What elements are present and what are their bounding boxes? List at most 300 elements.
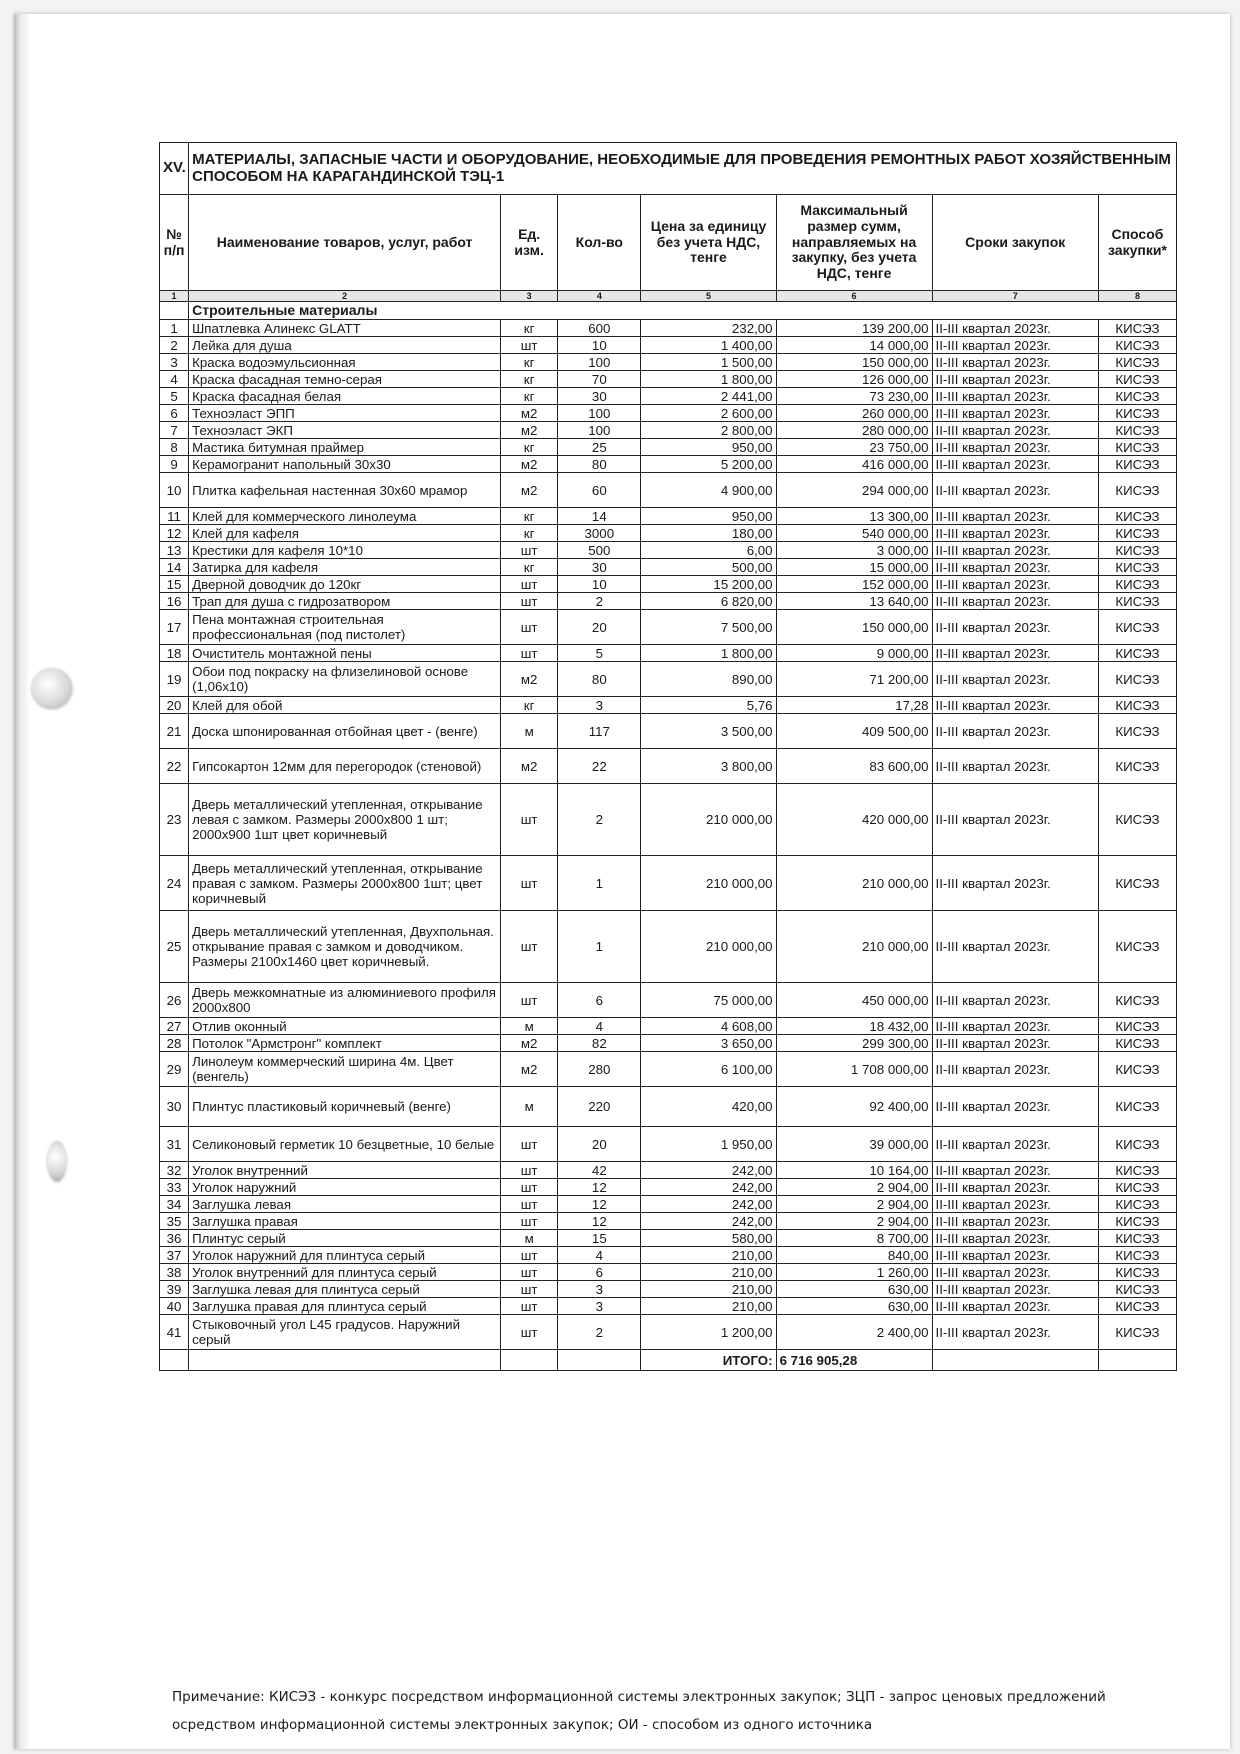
unit: шт bbox=[501, 911, 558, 983]
quantity: 10 bbox=[558, 337, 641, 354]
row-number: 31 bbox=[160, 1127, 189, 1162]
section-title: МАТЕРИАЛЫ, ЗАПАСНЫЕ ЧАСТИ И ОБОРУДОВАНИЕ, НЕОБХОДИМЫЕ ДЛЯ ПРОВЕДЕНИЯ РЕМОНТНЫХ РАБОТ ХОЗЯЙСТВЕННЫМ СПОСОБОМ НА КАРАГАНДИНСКОЙ ТЭЦ-1 bbox=[189, 143, 1177, 195]
max-sum: 92 400,00 bbox=[776, 1087, 932, 1127]
table-row bbox=[160, 697, 1177, 714]
item-name: Плинтус пластиковый коричневый (венге) bbox=[189, 1087, 501, 1127]
procurement-term: II-III квартал 2023г. bbox=[932, 784, 1098, 856]
procurement-method: КИСЭЗ bbox=[1098, 576, 1176, 593]
item-name: Гипсокартон 12мм для перегородок (стеновой) bbox=[189, 749, 501, 784]
footnote bbox=[172, 1683, 1212, 1739]
quantity: 3000 bbox=[558, 525, 641, 542]
table-row bbox=[160, 1018, 1177, 1035]
table-row bbox=[160, 405, 1177, 422]
header-unit: Ед. изм. bbox=[501, 195, 558, 291]
total-spacer bbox=[501, 1350, 558, 1371]
quantity: 20 bbox=[558, 610, 641, 645]
table-row bbox=[160, 1298, 1177, 1315]
item-name: Уголок внутренний для плинтуса серый bbox=[189, 1264, 501, 1281]
column-number: 5 bbox=[641, 291, 776, 302]
item-name: Крестики для кафеля 10*10 bbox=[189, 542, 501, 559]
procurement-term: II-III квартал 2023г. bbox=[932, 856, 1098, 911]
row-number: 26 bbox=[160, 983, 189, 1018]
unit-price: 242,00 bbox=[641, 1162, 776, 1179]
category-label: Строительные материалы bbox=[189, 302, 1177, 320]
row-number: 32 bbox=[160, 1162, 189, 1179]
procurement-method: КИСЭЗ bbox=[1098, 1264, 1176, 1281]
unit: м2 bbox=[501, 422, 558, 439]
unit-price: 242,00 bbox=[641, 1213, 776, 1230]
unit-price: 500,00 bbox=[641, 559, 776, 576]
procurement-term: II-III квартал 2023г. bbox=[932, 1247, 1098, 1264]
item-name: Заглушка правая bbox=[189, 1213, 501, 1230]
procurement-method: КИСЭЗ bbox=[1098, 371, 1176, 388]
procurement-method: КИСЭЗ bbox=[1098, 473, 1176, 508]
unit: шт bbox=[501, 1264, 558, 1281]
table-row bbox=[160, 508, 1177, 525]
item-name: Трап для душа с гидрозатвором bbox=[189, 593, 501, 610]
column-number: 8 bbox=[1098, 291, 1176, 302]
max-sum: 13 640,00 bbox=[776, 593, 932, 610]
row-number: 14 bbox=[160, 559, 189, 576]
procurement-method: КИСЭЗ bbox=[1098, 422, 1176, 439]
procurement-term: II-III квартал 2023г. bbox=[932, 593, 1098, 610]
item-name: Плитка кафельная настенная 30х60 мрамор bbox=[189, 473, 501, 508]
item-name: Заглушка левая bbox=[189, 1196, 501, 1213]
header-number: № п/п bbox=[160, 195, 189, 291]
quantity: 12 bbox=[558, 1179, 641, 1196]
unit-price: 210,00 bbox=[641, 1298, 776, 1315]
max-sum: 73 230,00 bbox=[776, 388, 932, 405]
table-row bbox=[160, 542, 1177, 559]
procurement-method: КИСЭЗ bbox=[1098, 1035, 1176, 1052]
max-sum: 10 164,00 bbox=[776, 1162, 932, 1179]
item-name: Заглушка левая для плинтуса серый bbox=[189, 1281, 501, 1298]
max-sum: 630,00 bbox=[776, 1298, 932, 1315]
quantity: 60 bbox=[558, 473, 641, 508]
procurement-method: КИСЭЗ bbox=[1098, 1298, 1176, 1315]
unit-price: 210,00 bbox=[641, 1264, 776, 1281]
unit-price: 232,00 bbox=[641, 320, 776, 337]
document-page bbox=[14, 14, 1230, 1749]
procurement-method: КИСЭЗ bbox=[1098, 1052, 1176, 1087]
unit: шт bbox=[501, 542, 558, 559]
row-number: 24 bbox=[160, 856, 189, 911]
table-row bbox=[160, 1127, 1177, 1162]
item-name: Селиконовый герметик 10 безцветные, 10 белые bbox=[189, 1127, 501, 1162]
unit-price: 1 400,00 bbox=[641, 337, 776, 354]
column-number: 6 bbox=[776, 291, 932, 302]
procurement-method: КИСЭЗ bbox=[1098, 337, 1176, 354]
procurement-method: КИСЭЗ bbox=[1098, 593, 1176, 610]
quantity: 5 bbox=[558, 645, 641, 662]
unit: м2 bbox=[501, 456, 558, 473]
header-unit-price: Цена за единицу без учета НДС, тенге bbox=[641, 195, 776, 291]
unit: кг bbox=[501, 388, 558, 405]
table-row bbox=[160, 1035, 1177, 1052]
item-name: Уголок наружний bbox=[189, 1179, 501, 1196]
unit-price: 3 650,00 bbox=[641, 1035, 776, 1052]
row-number: 8 bbox=[160, 439, 189, 456]
unit-price: 210,00 bbox=[641, 1247, 776, 1264]
max-sum: 2 904,00 bbox=[776, 1179, 932, 1196]
table-row bbox=[160, 439, 1177, 456]
unit: м2 bbox=[501, 749, 558, 784]
row-number: 27 bbox=[160, 1018, 189, 1035]
unit: кг bbox=[501, 508, 558, 525]
table-row bbox=[160, 714, 1177, 749]
item-name: Линолеум коммерческий ширина 4м. Цвет (венгель) bbox=[189, 1052, 501, 1087]
column-number-row bbox=[160, 291, 1177, 302]
table-row bbox=[160, 388, 1177, 405]
row-number: 37 bbox=[160, 1247, 189, 1264]
binder-hole bbox=[32, 668, 72, 708]
table-row bbox=[160, 856, 1177, 911]
unit-price: 210 000,00 bbox=[641, 911, 776, 983]
table-row bbox=[160, 983, 1177, 1018]
table-row bbox=[160, 320, 1177, 337]
procurement-method: КИСЭЗ bbox=[1098, 525, 1176, 542]
unit-price: 2 441,00 bbox=[641, 388, 776, 405]
row-number: 28 bbox=[160, 1035, 189, 1052]
item-name: Плинтус серый bbox=[189, 1230, 501, 1247]
max-sum: 2 904,00 bbox=[776, 1213, 932, 1230]
max-sum: 420 000,00 bbox=[776, 784, 932, 856]
procurement-term: II-III квартал 2023г. bbox=[932, 749, 1098, 784]
max-sum: 280 000,00 bbox=[776, 422, 932, 439]
row-number: 9 bbox=[160, 456, 189, 473]
total-spacer bbox=[932, 1350, 1098, 1371]
unit-price: 1 950,00 bbox=[641, 1127, 776, 1162]
item-name: Дверь металлический утепленная, открывание левая с замком. Размеры 2000х800 1 шт; 2000х900 1шт цвет коричневый bbox=[189, 784, 501, 856]
table-row bbox=[160, 422, 1177, 439]
procurement-table bbox=[159, 142, 1177, 1371]
item-name: Керамогранит напольный 30х30 bbox=[189, 456, 501, 473]
procurement-term: II-III квартал 2023г. bbox=[932, 1179, 1098, 1196]
quantity: 80 bbox=[558, 456, 641, 473]
procurement-term: II-III квартал 2023г. bbox=[932, 1230, 1098, 1247]
unit: кг bbox=[501, 320, 558, 337]
item-name: Дверной доводчик до 120кг bbox=[189, 576, 501, 593]
row-number: 15 bbox=[160, 576, 189, 593]
max-sum: 152 000,00 bbox=[776, 576, 932, 593]
max-sum: 39 000,00 bbox=[776, 1127, 932, 1162]
procurement-term: II-III квартал 2023г. bbox=[932, 388, 1098, 405]
max-sum: 540 000,00 bbox=[776, 525, 932, 542]
quantity: 80 bbox=[558, 662, 641, 697]
row-number: 34 bbox=[160, 1196, 189, 1213]
header-terms: Сроки закупок bbox=[932, 195, 1098, 291]
quantity: 25 bbox=[558, 439, 641, 456]
table-row bbox=[160, 473, 1177, 508]
procurement-method: КИСЭЗ bbox=[1098, 1213, 1176, 1230]
procurement-method: КИСЭЗ bbox=[1098, 405, 1176, 422]
total-value: 6 716 905,28 bbox=[776, 1350, 932, 1371]
table-row bbox=[160, 1179, 1177, 1196]
procurement-term: II-III квартал 2023г. bbox=[932, 1264, 1098, 1281]
procurement-term: II-III квартал 2023г. bbox=[932, 1196, 1098, 1213]
row-number: 13 bbox=[160, 542, 189, 559]
column-number: 4 bbox=[558, 291, 641, 302]
unit: шт bbox=[501, 1298, 558, 1315]
item-name: Краска фасадная белая bbox=[189, 388, 501, 405]
unit: м2 bbox=[501, 1052, 558, 1087]
row-number: 6 bbox=[160, 405, 189, 422]
procurement-method: КИСЭЗ bbox=[1098, 388, 1176, 405]
procurement-term: II-III квартал 2023г. bbox=[932, 473, 1098, 508]
unit-price: 180,00 bbox=[641, 525, 776, 542]
row-number: 38 bbox=[160, 1264, 189, 1281]
max-sum: 139 200,00 bbox=[776, 320, 932, 337]
row-number: 2 bbox=[160, 337, 189, 354]
quantity: 10 bbox=[558, 576, 641, 593]
quantity: 42 bbox=[558, 1162, 641, 1179]
item-name: Клей для кафеля bbox=[189, 525, 501, 542]
quantity: 500 bbox=[558, 542, 641, 559]
unit: шт bbox=[501, 784, 558, 856]
unit-price: 75 000,00 bbox=[641, 983, 776, 1018]
table-row bbox=[160, 1264, 1177, 1281]
table-body bbox=[160, 143, 1177, 1371]
unit: шт bbox=[501, 1281, 558, 1298]
quantity: 1 bbox=[558, 911, 641, 983]
table-row bbox=[160, 911, 1177, 983]
item-name: Лейка для душа bbox=[189, 337, 501, 354]
unit: м bbox=[501, 1087, 558, 1127]
row-number: 33 bbox=[160, 1179, 189, 1196]
procurement-term: II-III квартал 2023г. bbox=[932, 1315, 1098, 1350]
unit-price: 1 500,00 bbox=[641, 354, 776, 371]
item-name: Доска шпонированная отбойная цвет - (венге) bbox=[189, 714, 501, 749]
quantity: 600 bbox=[558, 320, 641, 337]
unit: шт bbox=[501, 856, 558, 911]
procurement-term: II-III квартал 2023г. bbox=[932, 559, 1098, 576]
total-spacer bbox=[160, 1350, 189, 1371]
procurement-method: КИСЭЗ bbox=[1098, 1315, 1176, 1350]
unit: шт bbox=[501, 983, 558, 1018]
procurement-term: II-III квартал 2023г. bbox=[932, 1052, 1098, 1087]
quantity: 280 bbox=[558, 1052, 641, 1087]
max-sum: 416 000,00 bbox=[776, 456, 932, 473]
max-sum: 1 260,00 bbox=[776, 1264, 932, 1281]
row-number: 12 bbox=[160, 525, 189, 542]
column-header-row bbox=[160, 195, 1177, 291]
procurement-term: II-III квартал 2023г. bbox=[932, 1087, 1098, 1127]
procurement-method: КИСЭЗ bbox=[1098, 1230, 1176, 1247]
max-sum: 3 000,00 bbox=[776, 542, 932, 559]
column-number: 7 bbox=[932, 291, 1098, 302]
item-name: Стыковочный угол L45 градусов. Наружний серый bbox=[189, 1315, 501, 1350]
unit: м bbox=[501, 1230, 558, 1247]
procurement-method: КИСЭЗ bbox=[1098, 1247, 1176, 1264]
procurement-method: КИСЭЗ bbox=[1098, 439, 1176, 456]
max-sum: 15 000,00 bbox=[776, 559, 932, 576]
unit-price: 420,00 bbox=[641, 1087, 776, 1127]
quantity: 4 bbox=[558, 1247, 641, 1264]
unit: м bbox=[501, 1018, 558, 1035]
item-name: Отлив оконный bbox=[189, 1018, 501, 1035]
unit-price: 3 800,00 bbox=[641, 749, 776, 784]
quantity: 20 bbox=[558, 1127, 641, 1162]
quantity: 3 bbox=[558, 1298, 641, 1315]
unit-price: 1 800,00 bbox=[641, 371, 776, 388]
procurement-term: II-III квартал 2023г. bbox=[932, 439, 1098, 456]
table-row bbox=[160, 1230, 1177, 1247]
unit: кг bbox=[501, 525, 558, 542]
quantity: 30 bbox=[558, 388, 641, 405]
table-row bbox=[160, 1052, 1177, 1087]
procurement-method: КИСЭЗ bbox=[1098, 456, 1176, 473]
row-number: 11 bbox=[160, 508, 189, 525]
table-row bbox=[160, 1196, 1177, 1213]
quantity: 1 bbox=[558, 856, 641, 911]
quantity: 12 bbox=[558, 1213, 641, 1230]
max-sum: 150 000,00 bbox=[776, 610, 932, 645]
unit: м bbox=[501, 714, 558, 749]
quantity: 70 bbox=[558, 371, 641, 388]
total-spacer bbox=[189, 1350, 501, 1371]
unit: шт bbox=[501, 576, 558, 593]
max-sum: 13 300,00 bbox=[776, 508, 932, 525]
procurement-term: II-III квартал 2023г. bbox=[932, 662, 1098, 697]
table-row bbox=[160, 1315, 1177, 1350]
quantity: 2 bbox=[558, 593, 641, 610]
procurement-method: КИСЭЗ bbox=[1098, 662, 1176, 697]
header-quantity: Кол-во bbox=[558, 195, 641, 291]
table-row bbox=[160, 593, 1177, 610]
table-row bbox=[160, 559, 1177, 576]
unit-price: 210 000,00 bbox=[641, 856, 776, 911]
unit: шт bbox=[501, 337, 558, 354]
quantity: 4 bbox=[558, 1018, 641, 1035]
table-row bbox=[160, 576, 1177, 593]
unit-price: 1 800,00 bbox=[641, 645, 776, 662]
procurement-method: КИСЭЗ bbox=[1098, 1127, 1176, 1162]
quantity: 30 bbox=[558, 559, 641, 576]
quantity: 22 bbox=[558, 749, 641, 784]
max-sum: 126 000,00 bbox=[776, 371, 932, 388]
quantity: 3 bbox=[558, 697, 641, 714]
max-sum: 294 000,00 bbox=[776, 473, 932, 508]
category-row bbox=[160, 302, 1177, 320]
item-name: Затирка для кафеля bbox=[189, 559, 501, 576]
row-number: 29 bbox=[160, 1052, 189, 1087]
procurement-term: II-III квартал 2023г. bbox=[932, 714, 1098, 749]
total-row bbox=[160, 1350, 1177, 1371]
procurement-term: II-III квартал 2023г. bbox=[932, 697, 1098, 714]
unit-price: 2 600,00 bbox=[641, 405, 776, 422]
table-row bbox=[160, 1087, 1177, 1127]
procurement-method: КИСЭЗ bbox=[1098, 1018, 1176, 1035]
item-name: Заглушка правая для плинтуса серый bbox=[189, 1298, 501, 1315]
unit: кг bbox=[501, 559, 558, 576]
unit: шт bbox=[501, 1127, 558, 1162]
quantity: 100 bbox=[558, 354, 641, 371]
unit: шт bbox=[501, 645, 558, 662]
procurement-term: II-III квартал 2023г. bbox=[932, 1281, 1098, 1298]
total-spacer bbox=[1098, 1350, 1176, 1371]
quantity: 6 bbox=[558, 983, 641, 1018]
procurement-method: КИСЭЗ bbox=[1098, 856, 1176, 911]
procurement-term: II-III квартал 2023г. bbox=[932, 337, 1098, 354]
unit: шт bbox=[501, 610, 558, 645]
row-number: 19 bbox=[160, 662, 189, 697]
quantity: 82 bbox=[558, 1035, 641, 1052]
procurement-method: КИСЭЗ bbox=[1098, 1087, 1176, 1127]
row-number: 39 bbox=[160, 1281, 189, 1298]
section-header-row bbox=[160, 143, 1177, 195]
max-sum: 14 000,00 bbox=[776, 337, 932, 354]
unit: кг bbox=[501, 354, 558, 371]
max-sum: 9 000,00 bbox=[776, 645, 932, 662]
procurement-method: КИСЭЗ bbox=[1098, 508, 1176, 525]
item-name: Дверь межкомнатные из алюминиевого профиля 2000х800 bbox=[189, 983, 501, 1018]
row-number: 3 bbox=[160, 354, 189, 371]
unit-price: 890,00 bbox=[641, 662, 776, 697]
max-sum: 630,00 bbox=[776, 1281, 932, 1298]
max-sum: 23 750,00 bbox=[776, 439, 932, 456]
procurement-method: КИСЭЗ bbox=[1098, 1179, 1176, 1196]
row-number: 36 bbox=[160, 1230, 189, 1247]
row-number: 35 bbox=[160, 1213, 189, 1230]
procurement-term: II-III квартал 2023г. bbox=[932, 645, 1098, 662]
procurement-method: КИСЭЗ bbox=[1098, 983, 1176, 1018]
max-sum: 450 000,00 bbox=[776, 983, 932, 1018]
column-number: 2 bbox=[189, 291, 501, 302]
table-row bbox=[160, 1247, 1177, 1264]
item-name: Дверь металлический утепленная, открывание правая с замком. Размеры 2000х800 1шт; цвет коричневый bbox=[189, 856, 501, 911]
item-name: Клей для обой bbox=[189, 697, 501, 714]
footnote-line: Примечание: КИСЭЗ - конкурс посредством информационной системы электронных закупок; ЗЦП - запрос ценовых предложений bbox=[172, 1689, 1106, 1705]
header-max-sum: Максимальный размер сумм, направляемых на закупку, без учета НДС, тенге bbox=[776, 195, 932, 291]
procurement-term: II-III квартал 2023г. bbox=[932, 1018, 1098, 1035]
unit-price: 242,00 bbox=[641, 1196, 776, 1213]
procurement-term: II-III квартал 2023г. bbox=[932, 1162, 1098, 1179]
max-sum: 210 000,00 bbox=[776, 856, 932, 911]
procurement-method: КИСЭЗ bbox=[1098, 354, 1176, 371]
item-name: Дверь металлический утепленная, Двухпольная. открывание правая с замком и доводчиком. Размеры 2100х1460 цвет коричневый. bbox=[189, 911, 501, 983]
total-label: ИТОГО: bbox=[641, 1350, 776, 1371]
max-sum: 18 432,00 bbox=[776, 1018, 932, 1035]
max-sum: 17,28 bbox=[776, 697, 932, 714]
table-row bbox=[160, 784, 1177, 856]
item-name: Клей для коммерческого линолеума bbox=[189, 508, 501, 525]
unit: кг bbox=[501, 439, 558, 456]
unit: кг bbox=[501, 371, 558, 388]
item-name: Уголок наружний для плинтуса серый bbox=[189, 1247, 501, 1264]
quantity: 2 bbox=[558, 1315, 641, 1350]
table-row bbox=[160, 337, 1177, 354]
table-row bbox=[160, 610, 1177, 645]
quantity: 117 bbox=[558, 714, 641, 749]
unit: м2 bbox=[501, 662, 558, 697]
procurement-method: КИСЭЗ bbox=[1098, 1162, 1176, 1179]
procurement-method: КИСЭЗ bbox=[1098, 610, 1176, 645]
row-number: 21 bbox=[160, 714, 189, 749]
max-sum: 71 200,00 bbox=[776, 662, 932, 697]
table-row bbox=[160, 456, 1177, 473]
unit-price: 242,00 bbox=[641, 1179, 776, 1196]
procurement-method: КИСЭЗ bbox=[1098, 749, 1176, 784]
procurement-method: КИСЭЗ bbox=[1098, 1281, 1176, 1298]
row-number: 20 bbox=[160, 697, 189, 714]
max-sum: 1 708 000,00 bbox=[776, 1052, 932, 1087]
quantity: 6 bbox=[558, 1264, 641, 1281]
row-number: 16 bbox=[160, 593, 189, 610]
procurement-term: II-III квартал 2023г. bbox=[932, 456, 1098, 473]
procurement-term: II-III квартал 2023г. bbox=[932, 1127, 1098, 1162]
procurement-term: II-III квартал 2023г. bbox=[932, 576, 1098, 593]
unit: шт bbox=[501, 593, 558, 610]
